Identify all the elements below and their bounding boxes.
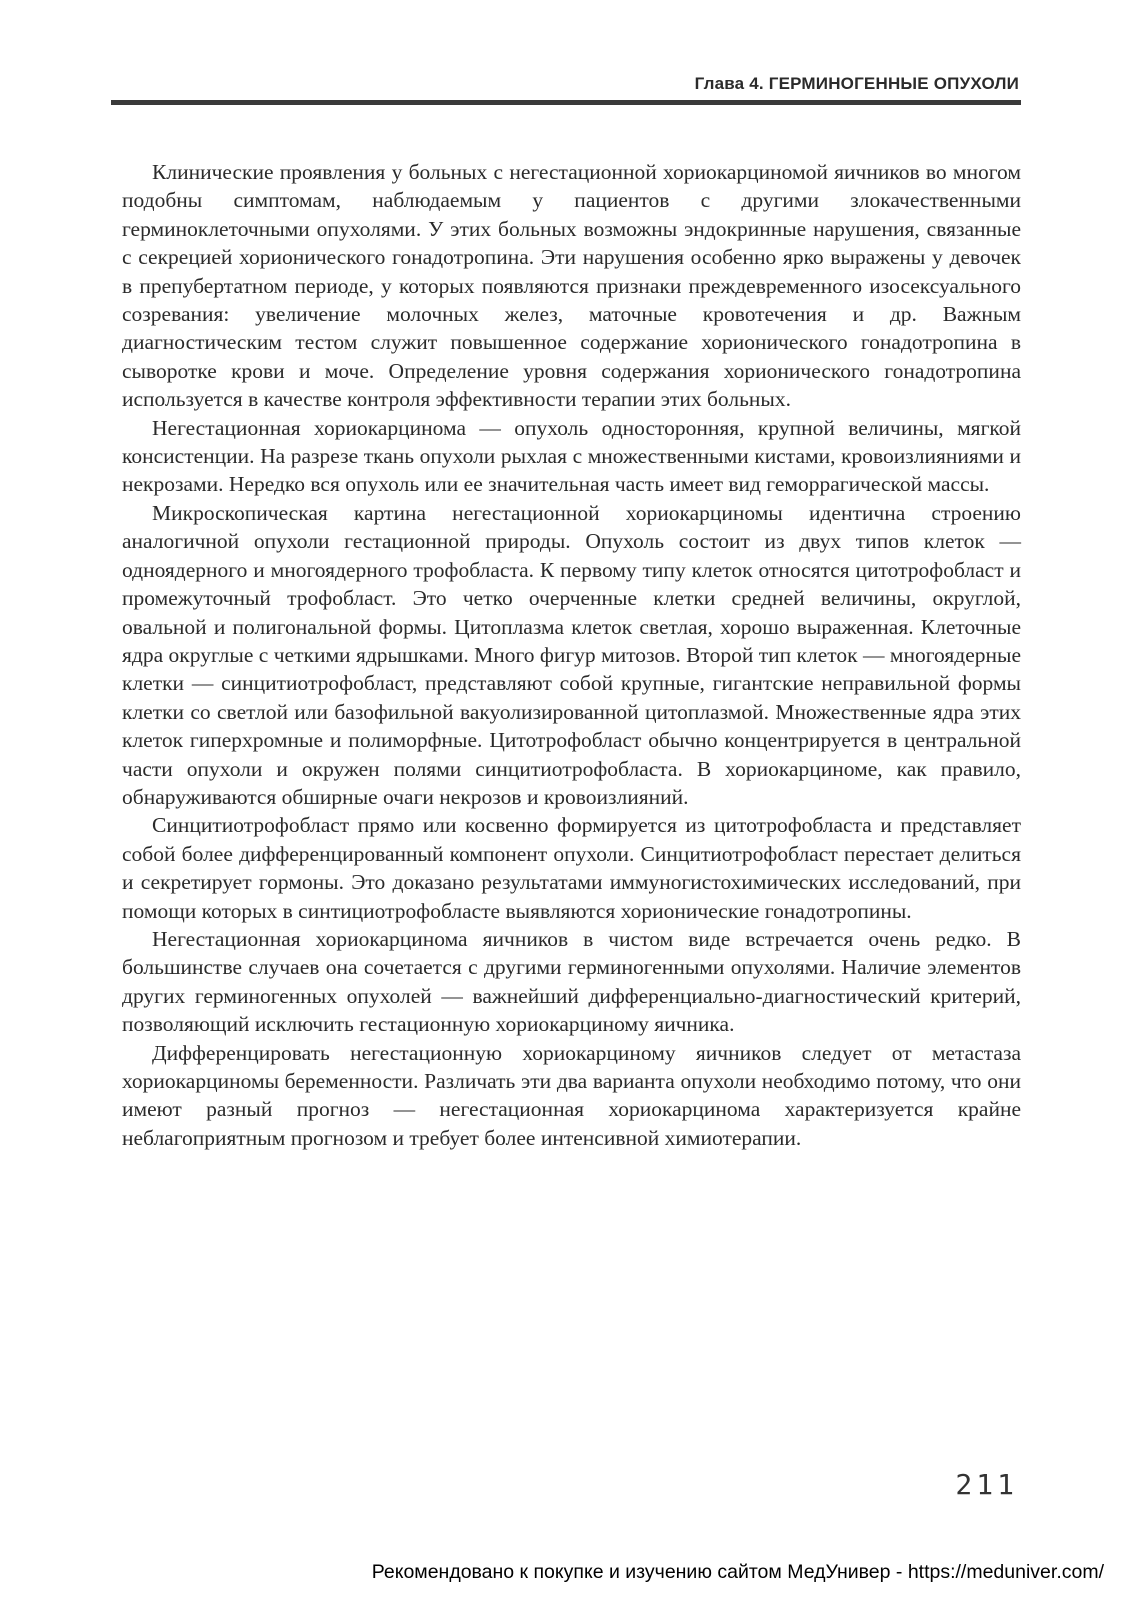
body-text (122, 158, 1021, 1152)
footer-recommendation: Рекомендовано к покупке и изучению сайтом МедУнивер - https://meduniver.com/ (371, 1561, 1104, 1583)
paragraph: Дифференцировать негестационную хориокарциному яичников следует от метастаза хориокарциномы беременности. Различать эти два варианта опухоли необходимо потому, что они имеют разный прогноз — негестационная хориокарцинома характеризуется крайне неблагоприятным прогнозом и требует более интенсивной химиотерапии. (122, 1040, 1021, 1150)
paragraph: Синцитиотрофобласт прямо или косвенно формируется из цитотрофобласта и представляет собой более дифференцированный компонент опухоли. Синцитиотрофобласт перестает делиться и секретирует гормоны. Это доказано результатами иммуногистохимических исследований, при помощи которых в синтициотрофобласте выявляются хорионические гонадотропины. (122, 813, 1021, 923)
header-rule (111, 100, 1021, 105)
running-head: Глава 4. ГЕРМИНОГЕННЫЕ ОПУХОЛИ (694, 74, 1019, 93)
paragraph: Негестационная хориокарцинома — опухоль односторонняя, крупной величины, мягкой консистенции. На разрезе ткань опухоли рыхлая с множественными кистами, кровоизлияниями и некрозами. Нередко вся опухоль или ее значительная часть имеет вид геморрагической массы. (122, 415, 1021, 497)
paragraph: Клинические проявления у больных с негестационной хориокарциномой яичников во многом подобны симптомам, наблюдаемым у пациентов с другими злокачественными герминоклеточными опухолями. У этих больных возможны эндокринные нарушения, связанные с секрецией хорионического гонадотропина. Эти нарушения особенно ярко выражены у девочек в препубертатном периоде, у которых появляются признаки преждевременного изосексуального созревания: увеличение молочных желез, маточные кровотечения и др. Важным диагностическим тестом служит повышенное содержание хорионического гонадотропина в сыворотке крови и моче. Определение уровня содержания хорионического гонадотропина используется в качестве контроля эффективности терапии этих больных. (122, 160, 1021, 412)
paragraph: Негестационная хориокарцинома яичников в чистом виде встречается очень редко. В большинстве случаев она сочетается с другими герминогенными опухолями. Наличие элементов других герминогенных опухолей — важнейший дифференциально-диагностический критерий, позволяющий исключить гестационную хориокарциному яичника. (122, 926, 1021, 1037)
page-number: 211 (955, 1468, 1018, 1501)
paragraph: Микроскопическая картина негестационной хориокарциномы идентична строению аналогичной опухоли гестационной природы. Опухоль состоит из двух типов клеток — одноядерного и многоядерного трофобласта. К первому типу клеток относятся цитотрофобласт и промежуточный трофобласт. Это четко очерченные клетки средней величины, округлой, овальной и полигональной формы. Цитоплазма клеток светлая, хорошо выраженная. Клеточные ядра округлые с четкими ядрышками. Много фигур митозов. Второй тип клеток — многоядерные клетки — синцитиотрофобласт, представляют собой крупные, гигантские неправильной формы клетки со светлой или базофильной вакуолизированной цитоплазмой. Множественные ядра этих клеток гиперхромные и полиморфные. Цитотрофобласт обычно концентрируется в центральной части опухоли и окружен полями синцитиотрофобласта. В хориокарциноме, как правило, обнаруживаются обширные очаги некрозов и кровоизлияний. (122, 500, 1021, 809)
